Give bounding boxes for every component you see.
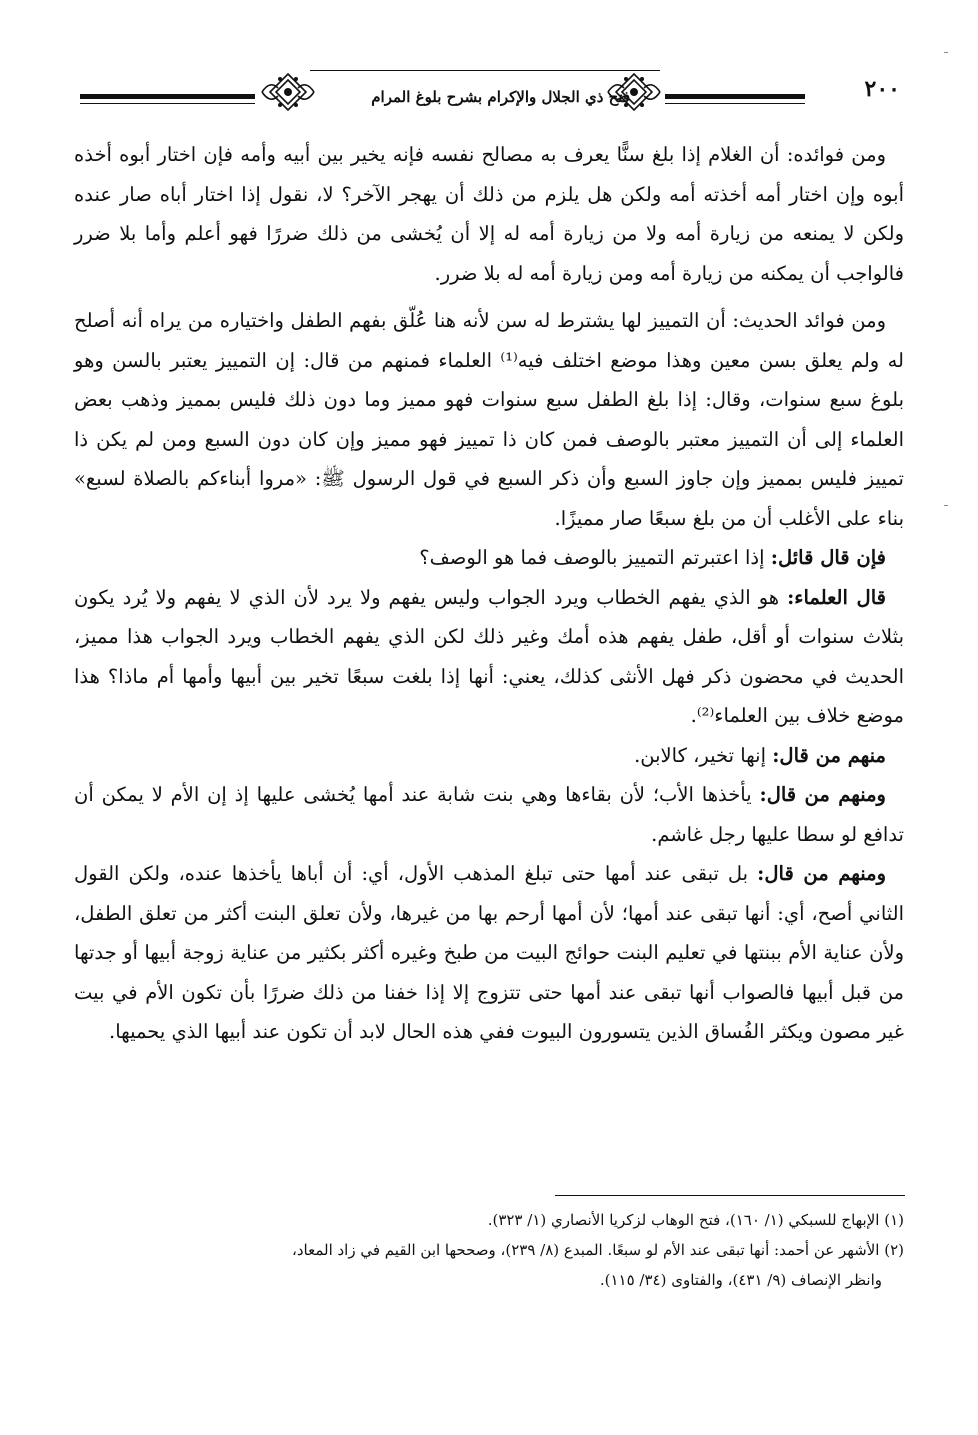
footnote-2-continued: وانظر الإنصاف (٩/ ٤٣١)، والفتاوى (٣٤/ ١١٥). (599, 1271, 882, 1289)
paragraph-text: إذا اعتبرتم التمييز بالوصف فما هو الوصف؟ (419, 546, 771, 569)
paragraph (74, 135, 904, 293)
footnotes (74, 1205, 904, 1295)
header-rule-right (665, 94, 805, 99)
footnote-1: (١) الإبهاج للسبكي (١/ ١٦٠)، فتح الوهاب لزكريا الأنصاري (١/ ٣٢٣). (487, 1211, 904, 1229)
paragraph (74, 775, 904, 854)
scan-mark (944, 505, 948, 506)
paragraph (74, 736, 904, 776)
paragraph-text: هو الذي يفهم الخطاب ويرد الجواب وليس يفهم ولا يرد لأن الذي لا يفهم ولا يُرد يكون بثلاث سنوات أو أقل، طفل يفهم هذه أمك وغير ذلك لكن الذي يفهم الخطاب ويرد الجواب هذا مميز، الحديث في محضون ذكر فهل الأنثى كذلك، يعني: أنها إذا بلغت سبعًا تخير بين أبيها وأمها أم ماذا؟ هذا موضع خلاف بين العلماء⁽²⁾. (74, 585, 904, 727)
main-text (74, 135, 904, 1052)
header-rule-right-thin (665, 103, 805, 104)
paragraph-text: بل تبقى عند أمها حتى تبلغ المذهب الأول، أي: أن أباها يأخذها عنده، ولكن القول الثاني أصح، أي: أنها تبقى عند أمها؛ لأن أمها أرحم بها من غيرها، ولأن تعلق البنت أكثر من تعلق الطفل، ولأن عناية الأم ببنتها في تعليم البنت حوائج البيت من طبخ وغيره أكثر بكثير من عناية زوجة أبيها أو جدتها من قبل أبيها فالصواب أنها تبقى عند أمها حتى تتزوج إلا إذا خفنا من ذلك ضررًا بأن تكون الأم في بيت غير مصون ويكثر الفُساق الذين يتسورون البيوت ففي هذه الحال لابد أن تكون عند أبيها الذي يحميها. (74, 862, 904, 1043)
header-rule-left (80, 94, 255, 99)
paragraph-lead: منهم من قال: (772, 743, 886, 767)
paragraph-text: يأخذها الأب؛ لأن بقاءها وهي بنت شابة عند أمها يُخشى عليها إذ إن الأم لا يمكن أن تدافع لو سطا عليها رجل غاشم. (74, 783, 904, 846)
paragraph-text: إنها تخير، كالابن. (634, 743, 773, 767)
paragraph (74, 301, 904, 538)
paragraph-text: ومن فوائد الحديث: أن التمييز لها يشترط له سن لأنه هنا عُلّق بفهم الطفل واختياره من يراه أنه أصلح له ولم يعلق بسن معين وهذا موضع اختلف فيه⁽¹⁾ العلماء فمنهم من قال: إن التمييز يعتبر بالسن وهو بلوغ سبع سنوات، وقال: إذا بلغ الطفل سبع سنوات فهو مميز وما دون ذلك فليس بمميز وذهب بعض العلماء إلى أن التمييز معتبر بالوصف فمن كان ذا تمييز فهو مميز وإن كان دون السبع ومن لم يكن ذا تمييز فليس بمميز وإن جاوز السبع وأن ذكر السبع في قول الرسول ﷺ: «مروا أبناءكم بالصلاة لسبع» بناء على الأغلب أن من بلغ سبعًا صار مميزًا. (74, 309, 904, 530)
header-rule-left-thin (80, 103, 255, 104)
scan-mark (944, 52, 948, 53)
paragraph-lead: قال العلماء: (787, 585, 886, 609)
left-ornament-icon (258, 70, 318, 114)
paragraph (74, 578, 904, 736)
page-number: ٢٠٠ (864, 76, 900, 102)
paragraph-lead: ومنهم من قال: (759, 783, 886, 806)
paragraph-lead: فإن قال قائل: (770, 546, 886, 569)
book-title: فتح ذي الجلال والإكرام بشرح بلوغ المرام (371, 88, 630, 106)
paragraph (74, 538, 904, 578)
paragraph-lead: ومنهم من قال: (757, 862, 886, 885)
footnote-separator (555, 1195, 905, 1196)
paragraph (74, 854, 904, 1052)
footnote-2: (٢) الأشهر عن أحمد: أنها تبقى عند الأم لو سبعًا. المبدع (٨/ ٢٣٩)، وصححها ابن القيم في زاد المعاد، (292, 1241, 904, 1259)
paragraph-text: ومن فوائده: أن الغلام إذا بلغ سنًّا يعرف به مصالح نفسه فإنه يخير بين أبيه وأمه فإن اختار أبوه أخذه أبوه وإن اختار أمه أخذته أمه ولكن هل يلزم من ذلك أن يهجر الآخر؟ لا، نقول إذا اختار أباه صار عنده ولكن لا يمنعه من زيارة أمه ولا من زيارة أمه له إلا أن يُخشى من ذلك ضررًا فهو أعلم وأما بلا ضرر فالواجب أن يمكنه من زيارة أمه ومن زيارة أمه له بلا ضرر. (74, 143, 904, 285)
page-header (80, 62, 900, 124)
